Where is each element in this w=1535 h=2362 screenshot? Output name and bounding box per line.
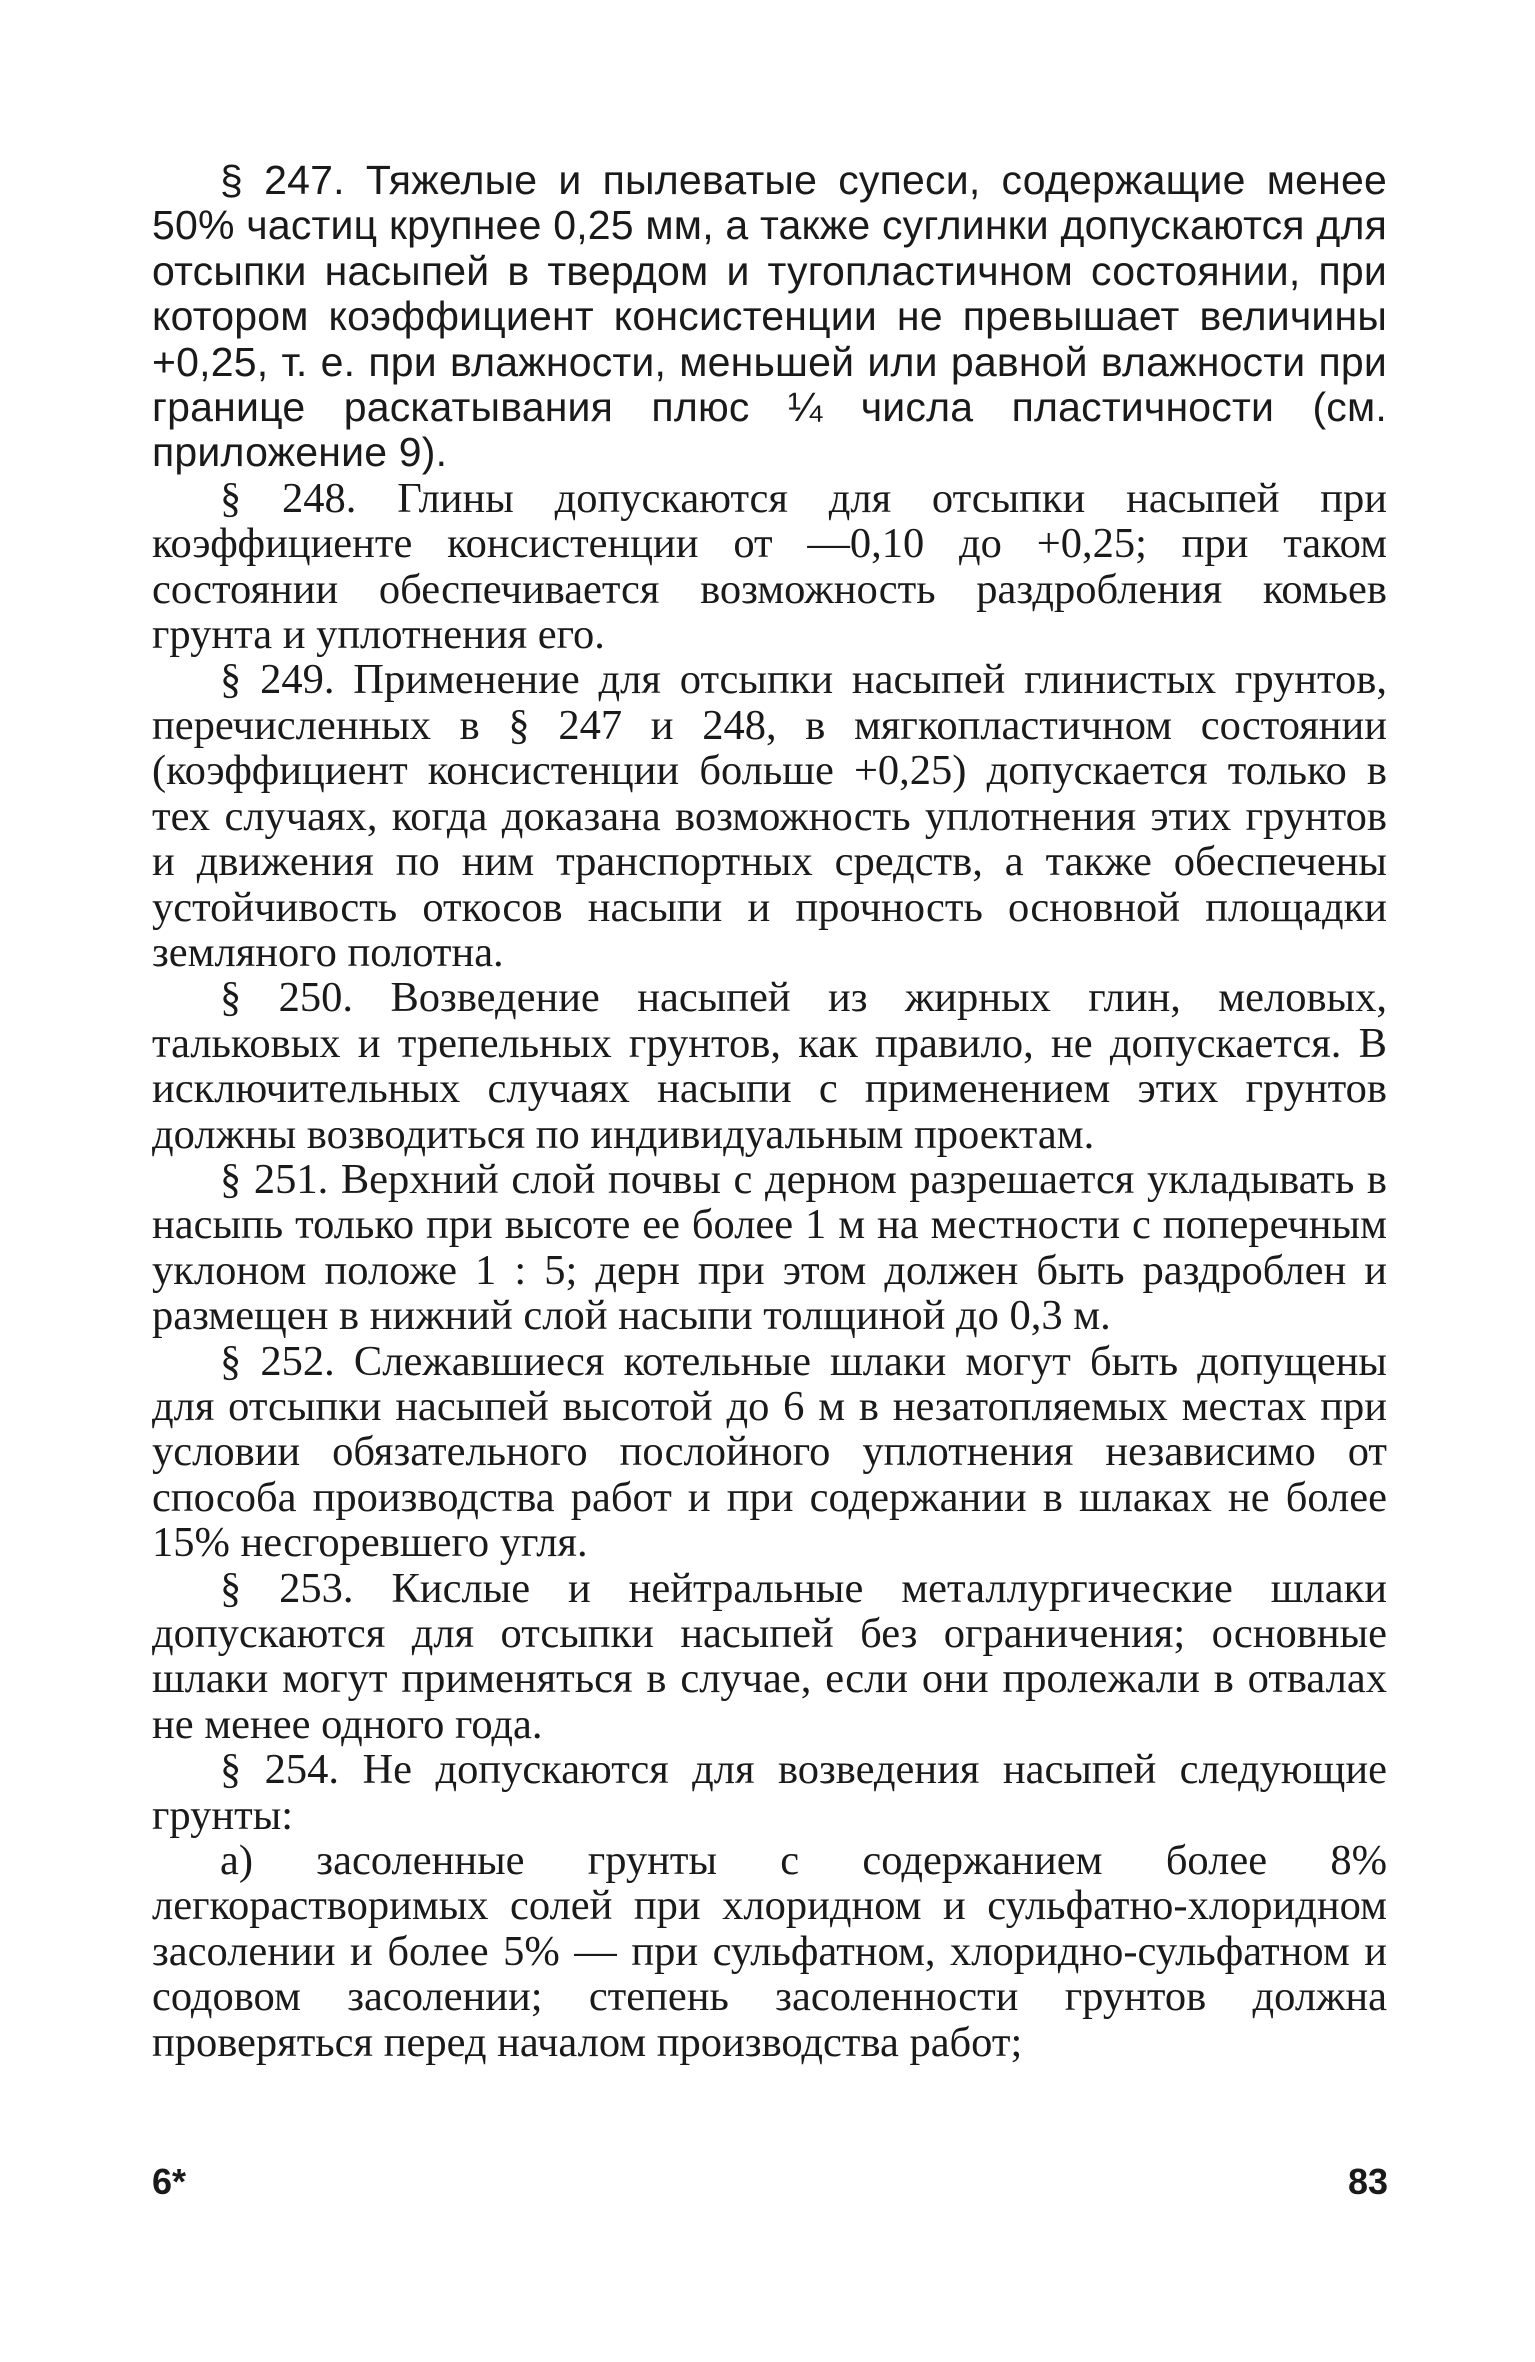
paragraph-251: § 251. Верхний слой почвы с дерном разрешается укладывать в насыпь только при высоте ее более 1 м на местности с поперечным уклоном положе 1 : 5; дерн при этом должен быть раздроблен и размещен в нижний слой насыпи толщиной до 0,3 м. (152, 1155, 1387, 1340)
paragraph-249: § 249. Применение для отсыпки насыпей глинистых грунтов, перечисленных в § 247 и 248, в мягкопластичном состоянии (коэффициент консистенции больше +0,25) допускается только в тех случаях, когда доказана возможность уплотнения этих грунтов и движения по ним транспортных средств, а также обеспечены устойчивость откосов насыпи и прочность основной площадки земляного полотна. (152, 656, 1387, 976)
body-text (152, 158, 1387, 2065)
paragraph-254: § 254. Не допускаются для возведения насыпей следующие грунты: (152, 1746, 1387, 1839)
paragraph-248: § 248. Глины допускаются для отсыпки насыпей при коэффициенте консистенции от —0,10 до +0,25; при таком состоянии обеспечивается возможность раздробления комьев грунта и уплотнения его. (152, 474, 1387, 659)
paragraph-252: § 252. Слежавшиеся котельные шлаки могут быть допущены для отсыпки насыпей высотой до 6 м в незатопляемых местах при условии обязательного послойного уплотнения независимо от способа производства работ и при содержании в шлаках не более 15% несгоревшего угля. (152, 1337, 1387, 1567)
list-item-a: а) засоленные грунты с содержанием более 8% легкорастворимых солей при хлоридном и сульфатно-хлоридном засолении и более 5% — при сульфатном, хлоридно-сульфатном и содовом засолении; степень засоленности грунтов должна проверяться перед началом производства работ; (152, 1837, 1387, 2066)
paragraph-247: § 247. Тяжелые и пылеватые супеси, содержащие менее 50% частиц крупнее 0,25 мм, а также суглинки допускаются для отсыпки насыпей в твердом и тугопластичном состоянии, при котором коэффициент консистенции не превышает величины +0,25, т. е. при влажности, меньшей или равной влажности при границе раскатывания плюс ¼ числа пластичности (см. приложение 9). (152, 157, 1387, 476)
paragraph-250: § 250. Возведение насыпей из жирных глин, меловых, тальковых и трепельных грунтов, как правило, не допускается. В исключительных случаях насыпи с применением этих грунтов должны возводиться по индивидуальным проектам. (152, 974, 1387, 1158)
paragraph-253: § 253. Кислые и нейтральные металлургические шлаки допускаются для отсыпки насыпей без ограничения; основные шлаки могут применяться в случае, если они пролежали в отвалах не менее одного года. (152, 1564, 1387, 1748)
page-number: 83 (1347, 2161, 1388, 2202)
signature-mark: 6* (152, 2161, 187, 2202)
